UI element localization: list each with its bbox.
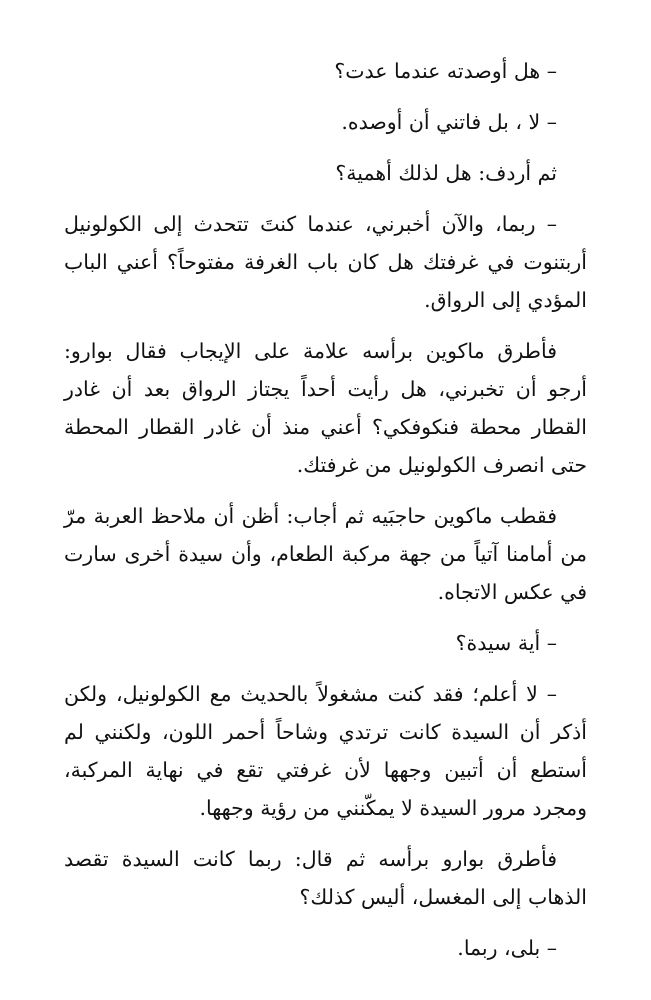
dialogue-paragraph-red-scarf: – لا أعلم؛ فقد كنت مشغولاً بالحديث مع الكولونيل، ولكن أذكر أن السيدة كانت ترتدي وشاحاً أحمر اللون، ولكنني لم أستطع أن أتبين وجهها لأن غرفتي تقع في نهاية المركبة، ومجرد مرور السيدة لا يمكّنني من رؤية وجهها.	[64, 682, 587, 820]
dialogue-line-locked-door-question: – هل أوصدته عندما عدت؟	[334, 59, 557, 83]
narration-paragraph-washroom: فأطرق بوارو برأسه ثم قال: ربما كانت السيدة تقصد الذهاب إلى المغسل، أليس كذلك؟	[64, 847, 587, 909]
dialogue-paragraph-door-open-question: – ربما، والآن أخبرني، عندما كنتَ تتحدث إلى الكولونيل أربتنوت في غرفتك هل كان باب الغرفة مفتوحاً؟ أعني الباب المؤدي إلى الرواق.	[64, 212, 587, 312]
book-page	[64, 52, 587, 980]
dialogue-line-which-lady: – أية سيدة؟	[455, 631, 557, 655]
dialogue-line-importance-question: ثم أردف: هل لذلك أهمية؟	[335, 161, 557, 185]
dialogue-line-not-locked-answer: – لا ، بل فاتني أن أوصده.	[341, 110, 557, 134]
narration-paragraph-conductor-and-lady: فقطب ماكوين حاجبَيه ثم أجاب: أظن أن ملاحظ العربة مرّ من أمامنا آتياً من جهة مركبة الطعام، وأن سيدة أخرى سارت في عكس الاتجاه.	[64, 504, 587, 604]
dialogue-line-perhaps: – بلى، ربما.	[457, 936, 557, 960]
narration-paragraph-corridor-question: فأطرق ماكوين برأسه علامة على الإيجاب فقال بوارو: أرجو أن تخبرني، هل رأيت أحداً يجتاز الرواق بعد أن غادر القطار محطة فنكوفكي؟ أعني منذ أن غادر القطار المحطة حتى انصرف الكولونيل من غرفتك.	[64, 339, 587, 477]
